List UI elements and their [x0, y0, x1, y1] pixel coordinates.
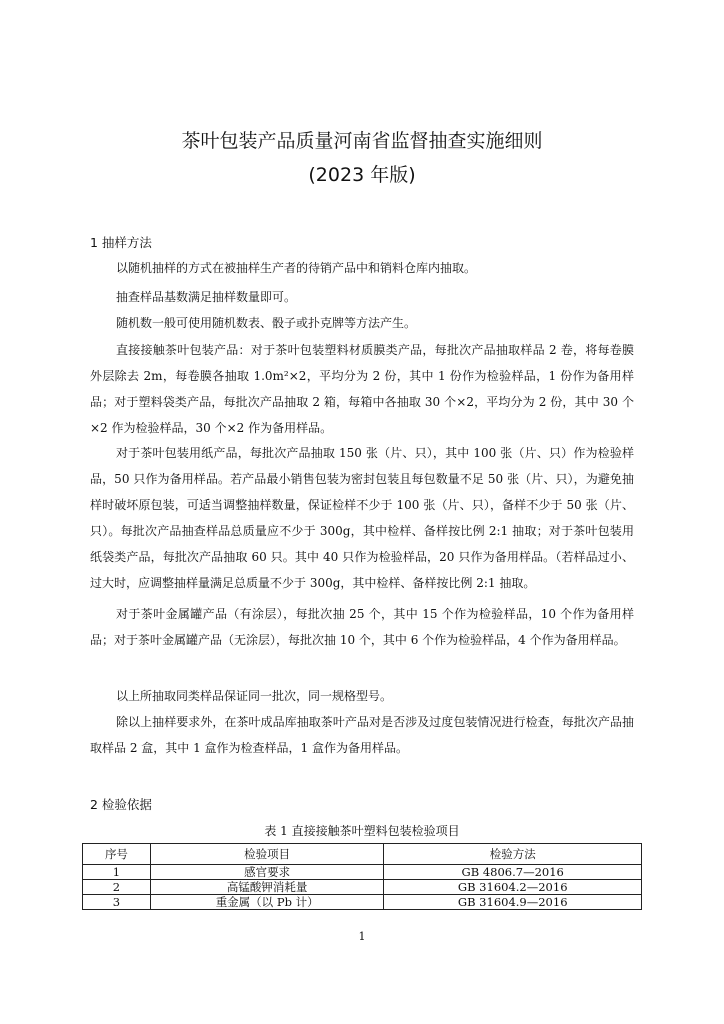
section-1-heading: 1 抽样方法: [90, 235, 152, 250]
page-number: 1: [358, 930, 366, 943]
table-header-row: [83, 844, 642, 865]
table-cell: GB 4806.7—2016: [384, 865, 642, 880]
table-cell: GB 31604.9—2016: [384, 895, 642, 910]
table-cell: GB 31604.2—2016: [384, 880, 642, 895]
table-cell: 高锰酸钾消耗量: [150, 880, 384, 895]
document-title: 茶叶包装产品质量河南省监督抽查实施细则: [181, 130, 543, 152]
section-2-heading: 2 检验依据: [90, 797, 152, 812]
table-row: [83, 895, 642, 910]
table-cell: 2: [83, 880, 151, 895]
table-cell: 感官要求: [150, 865, 384, 880]
table-cell: 重金属（以 Pb 计）: [150, 895, 384, 910]
table-cell: 1: [83, 865, 151, 880]
inspection-items-table: [82, 843, 642, 910]
column-header: 检验项目: [150, 844, 384, 865]
paragraph: 以上所抽取同类样品保证同一批次，同一规格型号。: [116, 689, 393, 703]
table-cell: 3: [83, 895, 151, 910]
column-header: 序号: [83, 844, 151, 865]
table-caption: 表 1 直接接触茶叶塑料包装检验项目: [264, 824, 460, 838]
paragraph: 抽查样品基数满足抽样数量即可。: [116, 290, 297, 304]
document-subtitle: (2023 年版): [308, 164, 416, 186]
paragraph: 对于茶叶金属罐产品（有涂层），每批次抽 25 个，其中 15 个作为检验样品，10 个作为备用样品；对于茶叶金属罐产品（无涂层），每批次抽 10 个，其中 6 个作为检验样品，4 个作为备用样品。: [90, 607, 634, 647]
column-header: 检验方法: [384, 844, 642, 865]
paragraph: 除以上抽样要求外，在茶叶成品库抽取茶叶产品对是否涉及过度包装情况进行检查，每批次产品抽取样品 2 盒，其中 1 盒作为检查样品，1 盒作为备用样品。: [90, 715, 634, 755]
table-row: [83, 865, 642, 880]
paragraph: 对于茶叶包装用纸产品，每批次产品抽取 150 张（片、只），其中 100 张（片、只）作为检验样品，50 只作为备用样品。若产品最小销售包装为密封包装且每包数量不足 50 张（片、只），为避免抽样时破坏原包装，可适当调整抽样数量，保证检样不少于 100 张（片、只），备样不少于 50 张（片、只）。每批次产品抽查样品总质量应不少于 300g，其中检样、备样按比例 2:1 抽取；对于茶叶包装用纸袋类产品，每批次产品抽取 60 只。其中 40 只作为检验样品，20 只作为备用样品。（若样品过小、过大时，应调整抽样量满足总质量不少于 300g，其中检样、备样按比例 2:1 抽取。: [90, 446, 634, 590]
paragraph: 直接接触茶叶包装产品：对于茶叶包装塑料材质膜类产品，每批次产品抽取样品 2 卷，将每卷膜外层除去 2m，每卷膜各抽取 1.0m²×2，平均分为 2 份，其中 1 份作为检验样品，1 份作为备用样品；对于塑料袋类产品，每批次产品抽取 2 箱，每箱中各抽取 30 个×2，平均分为 2 份，其中 30 个×2 作为检验样品，30 个×2 作为备用样品。: [90, 343, 634, 435]
paragraph: 以随机抽样的方式在被抽样生产者的待销产品中和销料仓库内抽取。: [116, 261, 477, 275]
table-row: [83, 880, 642, 895]
paragraph: 随机数一般可使用随机数表、骰子或扑克牌等方法产生。: [116, 316, 417, 330]
